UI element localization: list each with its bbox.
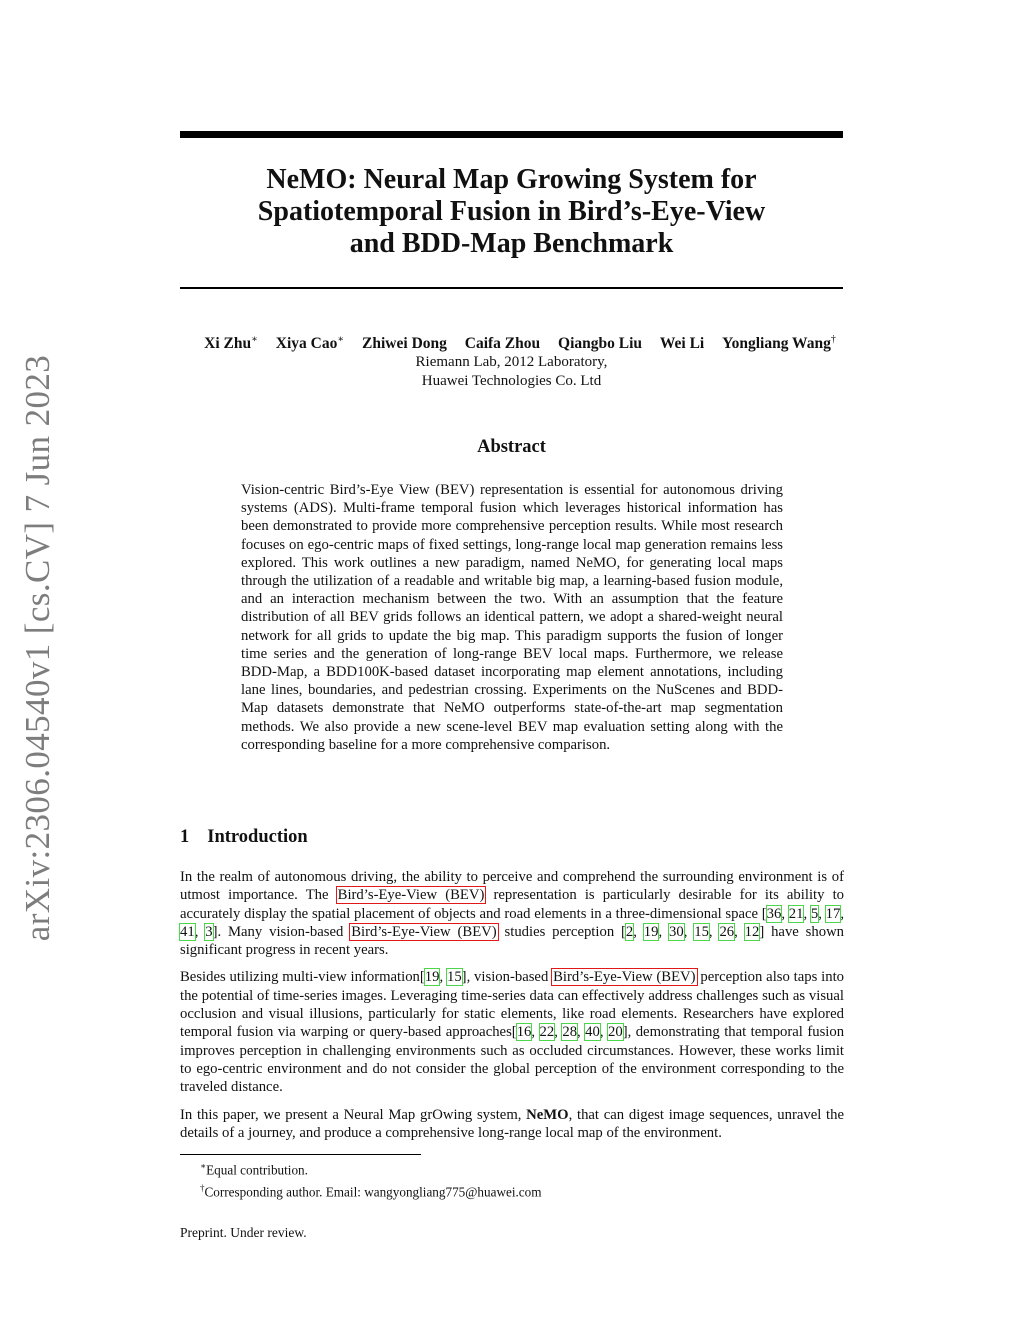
intro-paragraph-1: In the realm of autonomous driving, the ability to perceive and comprehend the surrounding environment is of utmost importance. The Bird’s-Eye-View (BEV) representation is particularly desirable for its ability to accurately display the spatial placement of objects and road elements in a three-dimensional space [36, 21, 5, 17, 41, 3]. Many vision-based Bird’s-Eye-View (BEV) studies perception [2, 19, 30, 15, 26, 12] have shown significant progress in recent years. [180,869,845,959]
title-line-1: NeMO: Neural Map Growing System for [266,164,757,195]
citation-link[interactable]: 28 [562,1024,578,1041]
title-bottom-rule [180,287,843,289]
citation-link[interactable]: 3 [205,923,213,940]
citation-link[interactable]: 30 [669,923,684,940]
citation-link[interactable]: 19 [424,969,440,986]
footnote-corresponding-author: †Corresponding author. Email: wangyongliang775@huawei.com [200,1183,542,1200]
author: Xiya Cao∗ [275,334,345,353]
citation-link[interactable]: 5 [810,905,819,922]
abstract-heading: Abstract [477,437,546,457]
preprint-notice: Preprint. Under review. [180,1225,307,1240]
author: Caifa Zhou [464,335,541,353]
title-line-2: Spatiotemporal Fusion in Bird’s-Eye-View [257,196,766,227]
citation-link[interactable]: 36 [766,905,782,922]
acronym-link-bev[interactable]: Bird’s-Eye-View (BEV) [337,887,485,904]
citation-link[interactable]: 17 [825,905,841,922]
citation-link[interactable]: 20 [608,1024,623,1041]
arxiv-identifier-text: arXiv:2306.04540v1 [cs.CV] 7 Jun 2023 [18,354,58,942]
author: Qiangbo Liu [558,335,643,353]
system-name: NeMO [526,1106,569,1123]
citation-link[interactable]: 12 [744,923,760,940]
intro-paragraph-3: In this paper, we present a Neural Map grOwing system, NeMO, that can digest image sequences, unravel the details of a journey, and produce a comprehensive long-range local map of the environment. [180,1106,844,1141]
citation-link[interactable]: 21 [788,905,804,922]
acronym-link-bev[interactable]: Bird’s-Eye-View (BEV) [553,969,696,986]
citation-link[interactable]: 2 [625,923,634,940]
citation-link[interactable]: 22 [539,1024,555,1041]
citation-link[interactable]: 40 [585,1024,600,1041]
arxiv-identifier-stamp [8,354,68,942]
intro-paragraph-2: Besides utilizing multi-view information[19, 15], vision-based Bird’s-Eye-View (BEV) perception also taps into the potential of time-series images. Leveraging time-series data can effectively address challenges such as visual occlusion and visual illusions, particularly for static elements, like road elements. Researchers have explored temporal fusion via warping or query-based approaches[16, 22, 28, 40, 20], demonstrating that temporal fusion improves perception in challenging environments such as occluded circumstances. However, these works limit to ego-centric environment and do not consider the global perception of the environment corresponding to the traveled distance. [180,969,845,1096]
author: Wei Li [659,335,705,353]
affiliation-line-1: Riemann Lab, 2012 Laboratory, [415,354,608,370]
footnotes [200,1157,542,1202]
section-title: Introduction [207,827,308,847]
author: Zhiwei Dong [362,335,447,353]
introduction-body [180,868,844,1151]
footnote-rule [180,1154,421,1155]
affiliation-line-2: Huawei Technologies Co. Ltd [421,373,602,389]
citation-link[interactable]: 15 [694,923,709,940]
author: Yongliang Wang† [722,334,836,353]
citation-link[interactable]: 16 [516,1024,532,1041]
section-number: 1 [180,827,190,847]
abstract-body: Vision-centric Bird’s-Eye View (BEV) representation is essential for autonomous driving systems (ADS). Multi-frame temporal fusion which leverages historical information has been demonstrated to provide more comprehensive perception results. While most research focuses on ego-centric maps of fixed settings, long-range local map generation remains less explored. This work outlines a new paradigm, named NeMO, for generating local maps through the utilization of a readable and writable big map, a learning-based fusion module, and an interaction mechanism between the two. With an assumption that the feature distribution of all BEV grids follows an identical pattern, we adopt a shared-weight neural network for all grids to update the big map. This paradigm supports the fusion of longer time series and the generation of long-range BEV local maps. Furthermore, we release BDD-Map, a BDD100K-based dataset incorporating map element annotations, including lane lines, boundaries, and pedestrian crossing. Experiments on the NuScenes and BDD-Map datasets demonstrate that NeMO outperforms state-of-the-art map segmentation methods. We also provide a new scene-level BEV map evaluation setting along with the corresponding baseline for a more comprehensive comparison. [241,482,783,753]
acronym-link-bev[interactable]: Bird’s-Eye-View (BEV) [351,923,497,940]
affiliation [180,353,843,391]
title-top-rule [180,131,843,138]
citation-link[interactable]: 26 [719,923,735,940]
author-list [150,334,890,353]
paper-title [180,164,843,260]
title-line-3: and BDD-Map Benchmark [349,228,674,259]
citation-link[interactable]: 41 [180,923,195,940]
author: Xi Zhu∗ [204,334,258,353]
citation-link[interactable]: 15 [446,969,462,986]
footnote-equal-contribution: ∗Equal contribution. [200,1161,308,1178]
citation-link[interactable]: 19 [643,923,659,940]
section-heading [180,827,308,848]
